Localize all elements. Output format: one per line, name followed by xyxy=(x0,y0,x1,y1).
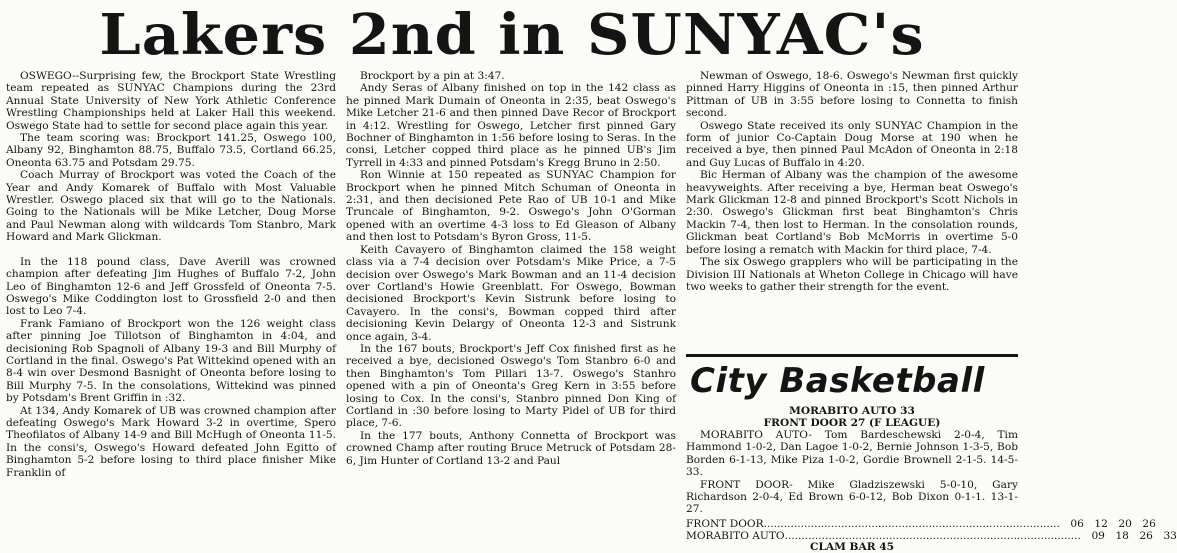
paragraph: The team scoring was: Brockport 141.25, Oswego 100, Albany 92, Binghamton 88.75, Buffalo 73.5, Cortland 66.25, Oneonta 63.75 and Potsdam 29.75. xyxy=(6,132,336,169)
score-row xyxy=(686,517,1156,530)
box-score-paragraph: FRONT DOOR- Mike Gladziszewski 5-0-10, Gary Richardson 2-0-4, Ed Brown 6-0-12, Bob Dixon 0-1-1. 13-1-27. xyxy=(686,478,1018,516)
article-column-1 xyxy=(6,70,336,548)
box-score-paragraph: MORABITO AUTO- Tom Bardeschewski 2-0-4, Tim Hammond 1-0-2, Dan Lagoe 1-0-2, Bernie Johnson 1-3-5, Bob Borden 6-1-13, Mike Piza 1-0-2, Gordie Brownell 2-1-5. 14-5-33. xyxy=(686,429,1018,479)
article-column-3 xyxy=(686,70,1177,553)
paragraph: Andy Seras of Albany finished on top in the 142 class as he pinned Mark Dumain of Oneonta in 2:35, beat Oswego's Mike Letcher 21-6 and then pinned Dave Recor of Brockport in 4:12. Wrestling for Oswego, Letcher first pinned Gary Bochner of Binghamton in 1:56 before losing to Seras. In the consi, Letcher copped third place as he pinned UB's Jim Tyrrell in 4:33 and pinned Potsdam's Kregg Bruno in 2:50. xyxy=(346,82,676,169)
paragraph: Coach Murray of Brockport was voted the Coach of the Year and Andy Komarek of Buffalo with Most Valuable Wrestler. Oswego placed six that will go to the Nationals. Going to the Nationals will be Mike Letcher, Doug Morse and Paul Newman along with wildcards Tom Stanbro, Mark Howard and Mark Glickman. xyxy=(6,169,336,244)
paragraph: In the 118 pound class, Dave Averill was crowned champion after defeating Jim Hughes of Buffalo 7-2, John Leo of Binghamton 12-6 and Jeff Grossfeld of Oneonta 7-5. Oswego's Mike Coddington lost to Grossfield 2-0 and then lost to Leo 7-4. xyxy=(6,255,336,318)
paragraph: Ron Winnie at 150 repeated as SUNYAC Champion for Brockport when he pinned Mitch Schuman of Oneonta in 2:31, and then decisioned Pete Rao of UB 10-1 and Mike Truncale of Binghamton, 9-2. Oswego's John O'Gorman opened with an overtime 4-3 loss to Ed Gleason of Albany and then lost to Potsdam's Byron Gross, 11-5. xyxy=(346,169,676,244)
score-cell: 18 xyxy=(1115,530,1129,543)
paragraph: Bic Herman of Albany was the champion of the awesome heavyweights. After receiving a bye, Herman beat Oswego's Mark Glickman 12-8 and pinned Brockport's Scott Nichols in 2:30. Oswego's Glickman first beat Binghamton's Chris Mackin 7-4, then lost to Herman. In the consolation rounds, Glickman beat Cortland's Bob McMorris in overtime 5-0 before losing a rematch with Mackin for third place, 7-4. xyxy=(686,169,1018,256)
paragraph: In the 177 bouts, Anthony Connetta of Brockport was crowned Champ after routing Bruce Metruck of Potsdam 28-6, Jim Hunter of Cortland 13-2 and Paul xyxy=(346,429,676,467)
team-name: FRONT DOOR xyxy=(686,517,764,530)
game-line-1: MORABITO AUTO 33 xyxy=(789,405,915,417)
section-divider xyxy=(686,354,1018,357)
score-cell: 12 xyxy=(1094,517,1108,530)
paragraph: The six Oswego grapplers who will be participating in the Division III Nationals at Wheton College in Chicago will have two weeks to gather their strength for the event. xyxy=(686,256,1018,293)
paragraph: In the 167 bouts, Brockport's Jeff Cox finished first as he received a bye, decisioned Oswego's Tom Stanbro 6-0 and then Binghamton's Tom Pillari 13-7. Oswego's Stanhro opened with a pin of Oneonta's Greg Kern in 3:55 before losing to Cox. In the consi's, Stanbro pinned Don King of Cortland in :30 before losing to Marty Pidel of UB for third place, 7-6. xyxy=(346,342,676,430)
score-cell: 26 xyxy=(1139,530,1153,543)
paragraph: Keith Cavayero of Binghamton claimed the 158 weight class via a 7-4 decision over Potsdam's Mike Price, a 7-5 decision over Oswego's Mark Bowman and an 11-4 decision over Cortland's Howie Greenblatt. For Oswego, Bowman decisioned Brockport's Kevin Sistrunk before losing to Cavayero. In the consi's, Bowman copped third after decisioning Kevin Delargy of Oneonta 12-3 and Sistrunk once again, 3-4. xyxy=(346,243,676,343)
paragraph: OSWEGO--Surprising few, the Brockport State Wrestling team repeated as SUNYAC Champions during the 23rd Annual State University of New York Athletic Conference Wrestling Championships held at Laker Hall this weekend. Oswego State had to settle for second place again this year. xyxy=(6,70,336,132)
paragraph: Frank Famiano of Brockport won the 126 weight class after pinning Joe Tillotson of Binghamton in 4:04, and decisioning Rob Spagnoli of Albany 19-3 and Bill Murphy of Cortland in the final. Oswego's Pat Wittekind opened with an 8-4 win over Desmond Basnight of Oneonta before losing to Bill Murphy 7-5. In the consolations, Wittekind was pinned by Potsdam's Brent Griffin in :32. xyxy=(6,317,336,405)
team-name: MORABITO AUTO xyxy=(686,530,785,543)
headline: Lakers 2nd in SUNYAC's xyxy=(99,2,925,68)
score-cell: 33 xyxy=(1163,530,1177,543)
score-cell: 20 xyxy=(1118,517,1132,530)
leader-dots xyxy=(764,518,1060,530)
paragraph: Brockport by a pin at 3:47. xyxy=(360,70,505,82)
paragraph: Oswego State received its only SUNYAC Champion in the form of junior Co-Captain Doug Morse at 190 when he received a bye, then pinned Paul McAdon of Oneonta in 2:18 and Guy Lucas of Buffalo in 4:20. xyxy=(686,119,1018,169)
paragraph: At 134, Andy Komarek of UB was crowned champion after defeating Oswego's Mark Howard 3-2 in overtime, Spero Theofilatos of Albany 14-9 and Bill McHugh of Oneonta 11-5. In the consi's, Oswego's Howard defeated John Egitto of Binghamton 5-2 before losing to third place finisher Mike Franklin of xyxy=(6,404,336,479)
score-cell: 06 xyxy=(1070,517,1084,530)
game-line-2: FRONT DOOR 27 (F LEAGUE) xyxy=(763,417,941,429)
score-cell: 26 xyxy=(1142,517,1156,530)
story-continuation xyxy=(686,70,1018,348)
score-cell: 09 xyxy=(1091,530,1105,543)
article-column-2 xyxy=(346,70,676,548)
basketball-heading: City Basketball xyxy=(690,361,985,401)
paragraph: Newman of Oswego, 18-6. Oswego's Newman first quickly pinned Harry Higgins of Oneonta in :15, then pinned Arthur Pittman of UB in 3:55 before losing to Connetta to finish second. xyxy=(686,70,1018,120)
cutoff-headline: CLAM BAR 45 xyxy=(810,540,894,553)
score-table xyxy=(686,517,1177,543)
